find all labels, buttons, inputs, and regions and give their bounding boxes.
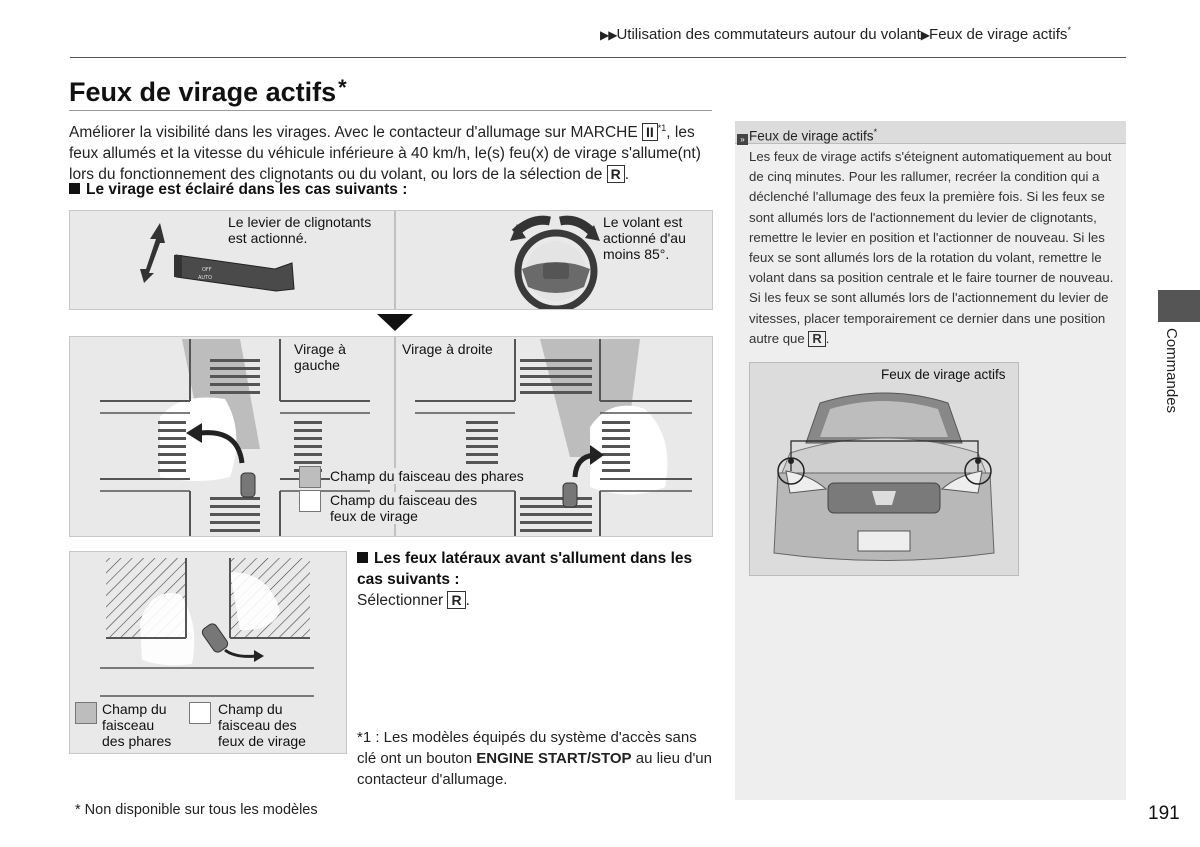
car-label: Feux de virage actifs <box>878 367 1009 383</box>
availability-note: * Non disponible sur tous les modèles <box>75 802 318 818</box>
right-turn-label: Virage à droite <box>402 341 493 357</box>
select-end: . <box>465 592 470 609</box>
chapter-tab <box>1158 290 1200 322</box>
heading-side-lights <box>357 548 712 590</box>
legend-cornering-label <box>330 492 481 524</box>
legend3-cornering-label <box>218 701 306 749</box>
header-rule <box>70 57 1126 58</box>
square-bullet-icon <box>357 552 368 563</box>
legend3-cornering-swatch <box>189 702 211 724</box>
wheel-label-line1: Le volant est <box>603 214 683 230</box>
car-right-icon <box>563 483 577 507</box>
title-rule <box>69 110 712 111</box>
diagram-intersections <box>69 336 713 537</box>
footnote <box>357 727 712 790</box>
lever-label-line2: est actionné. <box>228 230 308 246</box>
wheel-label-line3: moins 85°. <box>603 246 670 262</box>
lever-mark-auto: AUTO <box>198 275 213 281</box>
lever-label-line1: Le levier de clignotants <box>228 214 372 230</box>
lever-label <box>228 214 371 246</box>
ignition-on-key: II <box>642 123 658 141</box>
legend3-cornering-line3: feux de virage <box>218 733 306 749</box>
left-turn-line1: Virage à <box>294 341 346 357</box>
diagram-side-lights <box>69 551 347 754</box>
chapter-label: Commandes <box>1163 328 1180 414</box>
legend3-headlight-swatch <box>75 702 97 724</box>
left-turn-line2: gauche <box>294 357 340 373</box>
page-title-star: * <box>338 75 347 100</box>
page-title-text: Feux de virage actifs <box>69 77 337 107</box>
breadcrumb-part2: Feux de virage actifs <box>929 26 1068 43</box>
sidebar-header-text: Feux de virage actifs <box>749 128 874 144</box>
diagram-controls <box>69 210 713 310</box>
legend-cornering-line1: Champ du faisceau des <box>330 492 478 508</box>
car-front-picture <box>749 362 1019 576</box>
legend-headlight-swatch <box>299 466 321 488</box>
select-instruction <box>357 591 470 610</box>
wheel-label <box>603 214 686 262</box>
legend3-headlight-line3: des phares <box>102 733 172 749</box>
sidebar-header-star: * <box>873 127 878 137</box>
arrow-icon: ▶ <box>920 28 930 42</box>
select-text: Sélectionner <box>357 592 448 609</box>
car-side-icon <box>200 622 229 654</box>
note-arrow-icon: » <box>737 134 748 145</box>
forward-arrow-icon <box>225 650 256 656</box>
sidebar-body <box>749 147 1114 349</box>
left-turn-label <box>294 341 346 373</box>
car-left-icon <box>241 473 255 497</box>
intro-note: *1 <box>657 123 667 133</box>
legend-headlight-label: Champ du faisceau des phares <box>330 468 528 484</box>
legend3-headlight-line1: Champ du <box>102 701 167 717</box>
steering-wheel-icon <box>518 233 594 309</box>
select-reverse-key: R <box>447 591 465 609</box>
intro-text-1: Améliorer la visibilité dans les virages. Avec le contacteur d'allumage sur MARCHE <box>69 124 642 142</box>
turn-signal-lever-icon <box>174 255 294 291</box>
double-arrow-icon: ▶▶ <box>600 28 617 42</box>
page-number: 191 <box>1148 803 1180 824</box>
legend3-cornering-line2: faisceau des <box>218 717 297 733</box>
intro-paragraph <box>69 118 714 185</box>
sidebar-header <box>735 121 1126 144</box>
intro-text-2: , les feux allumés et la vitesse du véhicule inférieure à 40 km/h, le(s) feu(x) de virage s'allume(nt) lors du fonctionnement des clignotants ou du volant, ou lors de la sélection de <box>69 124 701 184</box>
heading-cases-lit <box>69 181 407 199</box>
legend3-headlight-label <box>102 701 171 749</box>
breadcrumb-part1: Utilisation des commutateurs autour du volant <box>616 26 921 43</box>
heading-side-lights-text: Les feux latéraux avant s'allument dans les cas suivants : <box>357 550 693 588</box>
sidebar-reverse-key: R <box>808 331 825 347</box>
footnote-text-1: *1 : Les modèles équipés du système d'accès sans clé ont un bouton <box>357 729 697 767</box>
footnote-text-2: au lieu d'un contacteur d'allumage. <box>357 750 712 788</box>
legend-cornering-swatch <box>299 490 321 512</box>
heading-cases-lit-text: Le virage est éclairé dans les cas suivants : <box>86 181 408 198</box>
breadcrumb-star: * <box>1067 25 1071 35</box>
down-triangle-icon <box>377 314 413 332</box>
sidebar-body-end: . <box>825 330 830 346</box>
square-bullet-icon <box>69 183 80 194</box>
sidebar-body-text: Les feux de virage actifs s'éteignent automatiquement au bout de cinq minutes. Pour les rallumer, recréer la condition qui a déclenché l'allumage des feux la première fois. Si les feux se sont allumés lors de l'actionnement du levier de clignotants, remettre le levier en position et l'actionner de nouveau. Si les feux se sont allumés lors de la rotation du volant, remettre le volant dans sa position centrale et le faire tourner de nouveau. Si les feux se sont allumés lors de l'actionnement du levier de vitesses, placer temporairement ce dernier dans une position autre que <box>749 149 1114 346</box>
legend-cornering-line2: feux de virage <box>330 508 418 524</box>
lever-mark-off: OFF <box>202 267 212 273</box>
intro-text-3: . <box>624 166 630 184</box>
wheel-label-line2: actionné d'au <box>603 230 686 246</box>
breadcrumb <box>600 25 1071 43</box>
legend3-headlight-line2: faisceau <box>102 717 155 733</box>
car-front-illustration <box>750 363 1018 575</box>
page-title <box>69 75 347 108</box>
legend3-cornering-line1: Champ du <box>218 701 283 717</box>
up-down-arrow-icon <box>140 223 165 283</box>
footnote-bold: ENGINE START/STOP <box>476 750 632 767</box>
reverse-key: R <box>607 165 625 183</box>
